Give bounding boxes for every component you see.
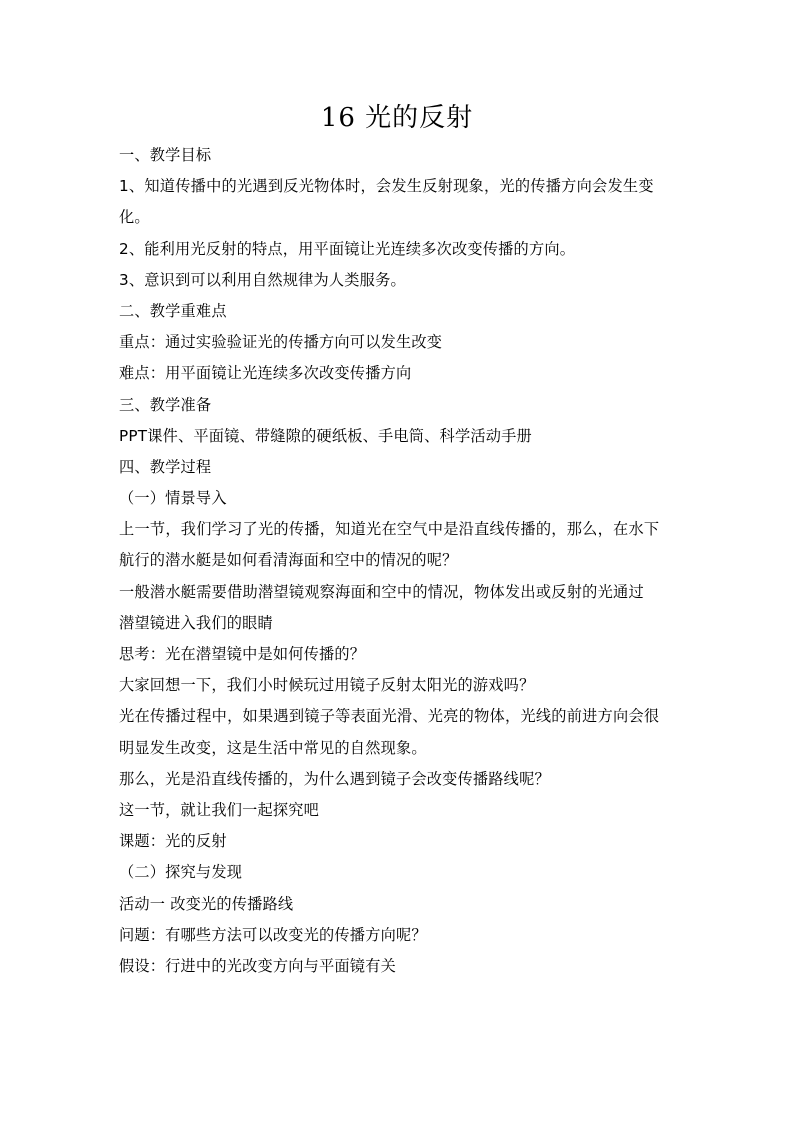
document-body <box>119 140 684 982</box>
activity-heading: 活动一 改变光的传播路线 <box>119 894 294 913</box>
paragraph-line: 3、意识到可以利用自然规律为人类服务。 <box>119 270 406 289</box>
paragraph-line: 问题：有哪些方法可以改变光的传播方向呢？ <box>119 925 427 944</box>
paragraph-line: 化。 <box>119 208 150 227</box>
paragraph-line: 2、能利用光反射的特点，用平面镜让光连续多次改变传播的方向。 <box>119 239 576 258</box>
paragraph-line: 难点：用平面镜让光连续多次改变传播方向 <box>119 364 412 383</box>
page-title: 16 光的反射 <box>320 103 474 133</box>
paragraph-line: 航行的潜水艇是如何看清海面和空中的情况的呢？ <box>119 551 458 570</box>
subsection-heading-explore: （二）探究与发现 <box>119 863 243 882</box>
subsection-heading-intro: （一）情景导入 <box>119 489 227 508</box>
paragraph-line: 大家回想一下，我们小时候玩过用镜子反射太阳光的游戏吗？ <box>119 676 535 695</box>
section-heading-key-points: 二、教学重难点 <box>119 301 227 320</box>
paragraph-line: 潜望镜进入我们的眼睛 <box>119 613 273 632</box>
section-heading-process: 四、教学过程 <box>119 457 212 476</box>
paragraph-line: 重点：通过实验验证光的传播方向可以发生改变 <box>119 333 443 352</box>
section-heading-objectives: 一、教学目标 <box>119 146 212 164</box>
paragraph-line: 这一节，就让我们一起探究吧 <box>119 800 320 819</box>
paragraph-line: PPT课件、平面镜、带缝隙的硬纸板、手电筒、科学活动手册 <box>119 426 532 445</box>
paragraph-line: 光在传播过程中，如果遇到镜子等表面光滑、光亮的物体，光线的前进方向会很 <box>119 707 660 726</box>
paragraph-line: 上一节，我们学习了光的传播，知道光在空气中是沿直线传播的，那么，在水下 <box>119 520 660 539</box>
paragraph-line: 课题：光的反射 <box>119 832 227 851</box>
paragraph-line: 那么，光是沿直线传播的，为什么遇到镜子会改变传播路线呢？ <box>119 769 550 788</box>
paragraph-line: 假设：行进中的光改变方向与平面镜有关 <box>119 956 396 975</box>
paragraph-line: 1、知道传播中的光遇到反光物体时，会发生反射现象，光的传播方向会发生变 <box>119 177 654 196</box>
section-heading-preparation: 三、教学准备 <box>119 395 212 414</box>
paragraph-line: 明显发生改变，这是生活中常见的自然现象。 <box>119 738 427 757</box>
paragraph-line: 思考：光在潜望镜中是如何传播的？ <box>119 645 366 663</box>
paragraph-line: 一般潜水艇需要借助潜望镜观察海面和空中的情况，物体发出或反射的光通过 <box>119 582 644 601</box>
